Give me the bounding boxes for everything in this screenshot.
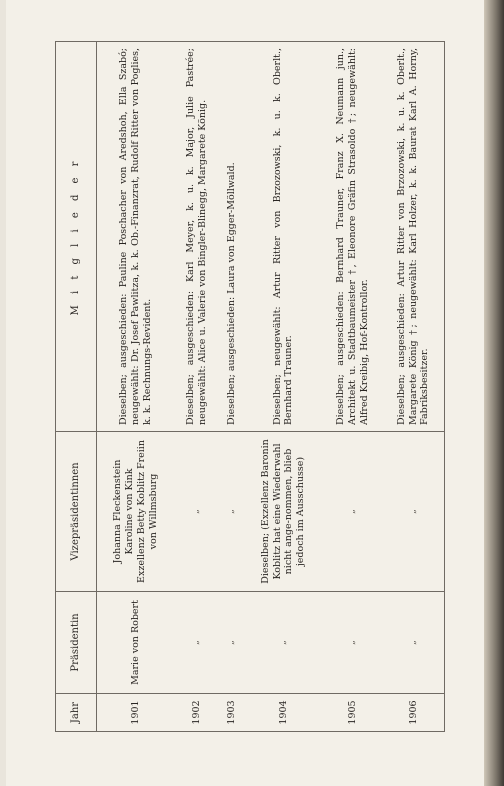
row-year: 1906 — [383, 694, 444, 732]
row-president-ditto: „ — [245, 592, 323, 694]
row-president-ditto: „ — [322, 592, 383, 694]
row-year: 1903 — [218, 694, 244, 732]
row-members: Dieselben; ausgeschieden: Artur Ritter von Brzozowski, k. u. k. Oberlt., Margarete König †; neugewählt: Karl Holzer, k. k. Baurat Karl A. Horny, Fabriksbesitzer. — [383, 42, 444, 432]
table-row — [218, 42, 244, 732]
table-row — [322, 42, 383, 732]
row-vice-ditto: „ — [322, 432, 383, 592]
row-year: 1901 — [97, 694, 176, 732]
row-year: 1905 — [322, 694, 383, 732]
row-members: Dieselben; ausgeschieden: Karl Meyer, k. u. k. Major, Julie Pastrée; neugewählt: Alice u. Valerie von Bingler-Blinegg, Margarete König. — [175, 42, 218, 432]
table-header-row — [56, 42, 97, 732]
header-members: M i t g l i e d e r — [56, 42, 97, 432]
table-row — [175, 42, 218, 732]
row-vice-ditto: „ — [175, 432, 218, 592]
table-row — [245, 42, 323, 732]
table-row — [97, 42, 176, 732]
row-president: Marie von Robert — [97, 592, 176, 694]
rotated-table-container — [55, 42, 445, 732]
row-members: Dieselben; ausgeschieden: Bernhard Trauner, Franz X. Neumann jun., Architekt u. Stadtbaumeister †, Eleonore Gräfin Strasoldo †; neugewählt: Alfred Kreibig, Hof-Kontrollor. — [322, 42, 383, 432]
table-row — [383, 42, 444, 732]
header-year: Jahr — [56, 694, 97, 732]
row-members: Dieselben; neugewählt: Artur Ritter von Brzozowski, k. u. k. Oberlt., Bernhard Trauner. — [245, 42, 323, 432]
row-members: Dieselben; ausgeschieden: Laura von Egger-Möllwald. — [218, 42, 244, 432]
row-president-ditto: „ — [175, 592, 218, 694]
header-president: Präsidentin — [56, 592, 97, 694]
row-vice-presidents: Johanna Fleckenstein Karoline von Kink Exzellenz Betty Koblitz Freiin von Willmsburg — [97, 432, 176, 592]
book-spine-shadow — [484, 0, 504, 786]
row-members: Dieselben; ausgeschieden: Pauline Poschacher von Aredshoh, Ella Szabó; neugewählt: Dr. Josef Pawlitza, k. k. Ob.-Finanzrat, Rudolf Ritter von Poglies, k. k. Rechnungs-Revident. — [97, 42, 176, 432]
row-year: 1904 — [245, 694, 323, 732]
header-vice-presidents: Vizepräsidentinnen — [56, 432, 97, 592]
row-vice-ditto: „ — [383, 432, 444, 592]
committee-table — [55, 41, 445, 732]
row-vice-presidents: Dieselben; (Exzellenz Baronin Koblitz hat eine Wiederwahl nicht ange-nommen, blieb jedoch im Ausschusse) — [245, 432, 323, 592]
row-president-ditto: „ — [383, 592, 444, 694]
row-year: 1902 — [175, 694, 218, 732]
row-vice-ditto: „ — [218, 432, 244, 592]
row-president-ditto: „ — [218, 592, 244, 694]
